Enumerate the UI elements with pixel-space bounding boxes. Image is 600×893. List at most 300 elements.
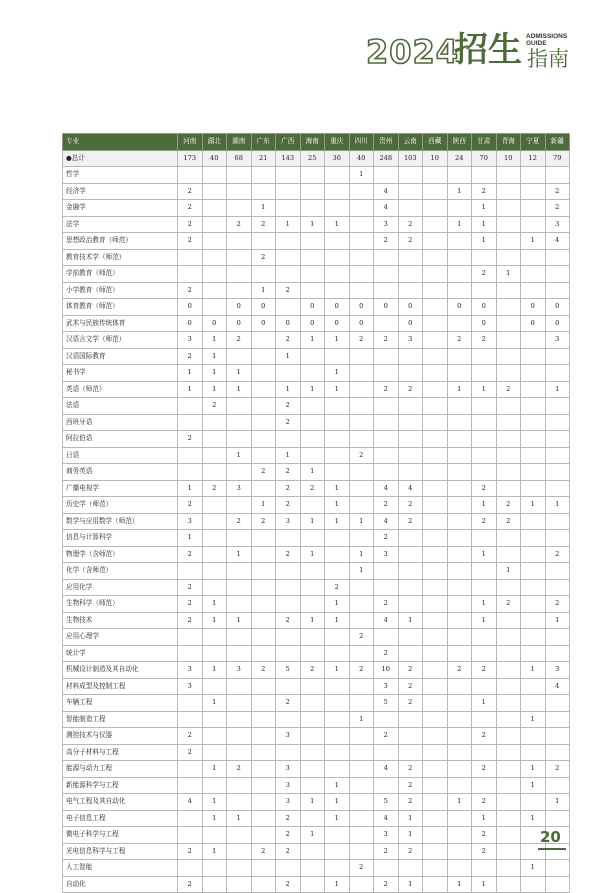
quota-cell: 40 xyxy=(349,150,374,167)
quota-cell xyxy=(374,464,399,481)
quota-cell xyxy=(423,843,448,860)
header-cell-province: 云南 xyxy=(398,134,423,151)
quota-cell xyxy=(276,266,301,283)
quota-cell: 2 xyxy=(300,480,325,497)
quota-cell: 2 xyxy=(472,827,497,844)
quota-cell xyxy=(496,546,521,563)
quota-cell: 1 xyxy=(300,794,325,811)
quota-cell xyxy=(325,827,350,844)
quota-cell: 1 xyxy=(398,612,423,629)
quota-cell xyxy=(447,233,472,250)
quota-cell: 2 xyxy=(178,233,203,250)
quota-cell xyxy=(300,365,325,382)
quota-cell: 2 xyxy=(472,761,497,778)
quota-cell xyxy=(472,860,497,877)
table-row xyxy=(63,579,570,596)
quota-cell xyxy=(496,299,521,316)
quota-cell: 40 xyxy=(202,150,227,167)
major-name-cell: 阿拉伯语 xyxy=(63,431,178,448)
quota-cell xyxy=(251,711,276,728)
table-row xyxy=(63,860,570,877)
quota-cell xyxy=(545,348,570,365)
major-name-cell: 哲学 xyxy=(63,167,178,184)
quota-cell: 0 xyxy=(447,299,472,316)
quota-cell: 4 xyxy=(545,678,570,695)
quota-cell: 1 xyxy=(227,546,252,563)
quota-cell xyxy=(325,695,350,712)
quota-cell xyxy=(423,249,448,266)
quota-cell: 0 xyxy=(227,315,252,332)
quota-cell xyxy=(496,200,521,217)
quota-cell: 2 xyxy=(276,464,301,481)
quota-cell xyxy=(398,398,423,415)
major-name-cell: 高分子材料与工程 xyxy=(63,744,178,761)
quota-cell xyxy=(447,447,472,464)
quota-cell xyxy=(447,744,472,761)
quota-cell: 1 xyxy=(202,381,227,398)
quota-cell xyxy=(447,414,472,431)
quota-cell xyxy=(227,414,252,431)
quota-cell xyxy=(521,167,546,184)
quota-cell xyxy=(178,860,203,877)
quota-cell xyxy=(521,678,546,695)
quota-cell xyxy=(178,810,203,827)
quota-cell: 2 xyxy=(178,216,203,233)
quota-cell: 1 xyxy=(349,167,374,184)
quota-cell xyxy=(472,464,497,481)
header-year: 2024 xyxy=(366,33,460,71)
quota-cell: 2 xyxy=(374,728,399,745)
quota-cell: 36 xyxy=(325,150,350,167)
quota-cell xyxy=(423,695,448,712)
quota-cell: 68 xyxy=(227,150,252,167)
quota-cell: 1 xyxy=(349,513,374,530)
quota-cell xyxy=(423,711,448,728)
quota-cell xyxy=(349,200,374,217)
quota-cell: 1 xyxy=(325,810,350,827)
quota-cell xyxy=(300,398,325,415)
quota-cell xyxy=(496,249,521,266)
quota-cell xyxy=(300,233,325,250)
table-row xyxy=(63,678,570,695)
quota-cell xyxy=(325,728,350,745)
table-row xyxy=(63,728,570,745)
major-name-cell: 教育技术学（师范） xyxy=(63,249,178,266)
quota-cell: 1 xyxy=(325,662,350,679)
quota-cell: 1 xyxy=(521,761,546,778)
quota-cell xyxy=(521,431,546,448)
quota-cell xyxy=(521,530,546,547)
quota-cell xyxy=(325,530,350,547)
quota-cell: 2 xyxy=(202,480,227,497)
table-row xyxy=(63,645,570,662)
quota-cell: 2 xyxy=(178,596,203,613)
header-cell-province: 宁夏 xyxy=(521,134,546,151)
quota-cell: 2 xyxy=(276,332,301,349)
quota-cell: 1 xyxy=(202,662,227,679)
quota-cell xyxy=(423,777,448,794)
quota-cell xyxy=(398,645,423,662)
quota-cell xyxy=(251,398,276,415)
quota-cell: 2 xyxy=(325,579,350,596)
quota-cell xyxy=(447,761,472,778)
quota-cell xyxy=(251,266,276,283)
quota-cell: 10 xyxy=(374,662,399,679)
quota-cell xyxy=(472,563,497,580)
quota-cell xyxy=(202,464,227,481)
table-row xyxy=(63,447,570,464)
table-row xyxy=(63,414,570,431)
major-name-cell: ●总计 xyxy=(63,150,178,167)
quota-cell xyxy=(227,860,252,877)
quota-cell: 5 xyxy=(374,695,399,712)
quota-cell: 4 xyxy=(178,794,203,811)
quota-cell: 0 xyxy=(349,299,374,316)
quota-cell xyxy=(521,629,546,646)
table-row xyxy=(63,827,570,844)
quota-cell xyxy=(447,810,472,827)
quota-cell xyxy=(545,563,570,580)
quota-cell xyxy=(496,332,521,349)
quota-cell xyxy=(276,678,301,695)
quota-cell xyxy=(496,530,521,547)
quota-cell: 2 xyxy=(496,381,521,398)
enrollment-table xyxy=(62,133,570,893)
quota-cell: 2 xyxy=(447,332,472,349)
quota-cell xyxy=(178,447,203,464)
header-subtitle-en-line2: GUIDE xyxy=(526,40,547,47)
quota-cell: 2 xyxy=(374,332,399,349)
quota-cell xyxy=(178,414,203,431)
quota-cell xyxy=(276,249,301,266)
quota-cell xyxy=(423,447,448,464)
quota-cell: 0 xyxy=(398,299,423,316)
quota-cell: 2 xyxy=(276,480,301,497)
quota-cell xyxy=(545,464,570,481)
quota-cell: 1 xyxy=(178,365,203,382)
quota-cell: 2 xyxy=(178,744,203,761)
quota-cell xyxy=(202,728,227,745)
quota-cell xyxy=(545,530,570,547)
major-name-cell: 体育教育（师范） xyxy=(63,299,178,316)
quota-cell xyxy=(251,447,276,464)
quota-cell xyxy=(496,662,521,679)
quota-cell xyxy=(349,777,374,794)
quota-cell xyxy=(472,365,497,382)
quota-cell xyxy=(447,200,472,217)
quota-cell: 3 xyxy=(374,678,399,695)
quota-cell xyxy=(300,761,325,778)
quota-cell xyxy=(423,381,448,398)
quota-cell xyxy=(521,596,546,613)
quota-cell xyxy=(398,711,423,728)
quota-cell xyxy=(227,794,252,811)
quota-cell xyxy=(423,794,448,811)
quota-cell: 3 xyxy=(276,777,301,794)
quota-cell: 2 xyxy=(472,794,497,811)
quota-cell xyxy=(276,744,301,761)
page-number-underline xyxy=(538,848,566,850)
quota-cell: 2 xyxy=(178,612,203,629)
header-subtitle-en-line1: ADMISSIONS xyxy=(526,33,568,40)
quota-cell xyxy=(178,645,203,662)
quota-cell xyxy=(349,348,374,365)
quota-cell: 3 xyxy=(374,827,399,844)
quota-cell: 2 xyxy=(374,497,399,514)
table-row xyxy=(63,282,570,299)
quota-cell: 2 xyxy=(472,183,497,200)
quota-cell xyxy=(472,249,497,266)
quota-cell xyxy=(178,563,203,580)
table-head xyxy=(63,134,570,151)
quota-cell xyxy=(349,233,374,250)
quota-cell xyxy=(472,167,497,184)
quota-cell: 2 xyxy=(398,761,423,778)
quota-cell: 2 xyxy=(178,348,203,365)
quota-cell xyxy=(496,645,521,662)
quota-cell xyxy=(423,810,448,827)
quota-cell: 1 xyxy=(521,860,546,877)
quota-cell xyxy=(325,431,350,448)
quota-cell xyxy=(276,860,301,877)
quota-cell xyxy=(521,414,546,431)
quota-cell xyxy=(276,711,301,728)
quota-cell xyxy=(251,167,276,184)
quota-cell xyxy=(423,398,448,415)
major-name-cell: 汉语国际教育 xyxy=(63,348,178,365)
quota-cell: 2 xyxy=(349,447,374,464)
quota-cell xyxy=(423,414,448,431)
quota-cell xyxy=(521,216,546,233)
quota-cell: 1 xyxy=(325,794,350,811)
quota-cell xyxy=(251,563,276,580)
quota-cell xyxy=(227,563,252,580)
quota-cell xyxy=(251,414,276,431)
quota-cell xyxy=(251,579,276,596)
quota-cell xyxy=(276,431,301,448)
header-cell-province: 广西 xyxy=(276,134,301,151)
quota-cell xyxy=(423,431,448,448)
quota-cell xyxy=(178,711,203,728)
quota-cell xyxy=(472,629,497,646)
quota-cell xyxy=(325,282,350,299)
quota-cell xyxy=(521,695,546,712)
quota-cell xyxy=(545,431,570,448)
quota-cell xyxy=(202,497,227,514)
quota-cell: 1 xyxy=(472,381,497,398)
quota-cell xyxy=(325,761,350,778)
quota-cell xyxy=(178,761,203,778)
major-name-cell: 材料成型及控制工程 xyxy=(63,678,178,695)
quota-cell xyxy=(349,183,374,200)
quota-cell xyxy=(374,447,399,464)
quota-cell xyxy=(447,860,472,877)
quota-cell: 1 xyxy=(300,216,325,233)
quota-cell: 1 xyxy=(398,876,423,893)
quota-cell xyxy=(300,777,325,794)
quota-cell: 2 xyxy=(349,332,374,349)
quota-cell xyxy=(496,315,521,332)
quota-cell xyxy=(325,414,350,431)
quota-cell xyxy=(423,728,448,745)
quota-cell: 1 xyxy=(521,233,546,250)
major-name-cell: 电气工程及其自动化 xyxy=(63,794,178,811)
quota-cell: 2 xyxy=(398,233,423,250)
quota-cell xyxy=(545,579,570,596)
quota-cell xyxy=(202,282,227,299)
quota-cell xyxy=(423,645,448,662)
quota-cell xyxy=(251,860,276,877)
quota-cell: 2 xyxy=(178,431,203,448)
quota-cell xyxy=(178,695,203,712)
quota-cell: 2 xyxy=(178,200,203,217)
quota-cell xyxy=(545,414,570,431)
quota-cell: 2 xyxy=(496,596,521,613)
quota-cell: 2 xyxy=(276,398,301,415)
quota-cell xyxy=(227,728,252,745)
major-name-cell: 武术与民族传统体育 xyxy=(63,315,178,332)
quota-cell xyxy=(447,695,472,712)
quota-cell xyxy=(423,827,448,844)
quota-cell xyxy=(202,711,227,728)
quota-cell: 1 xyxy=(398,827,423,844)
quota-cell xyxy=(202,645,227,662)
table-row xyxy=(63,876,570,893)
quota-cell: 1 xyxy=(472,810,497,827)
quota-cell xyxy=(251,695,276,712)
quota-cell xyxy=(251,827,276,844)
quota-cell: 1 xyxy=(276,381,301,398)
quota-cell: 143 xyxy=(276,150,301,167)
quota-cell: 3 xyxy=(227,662,252,679)
major-name-cell: 秘书学 xyxy=(63,365,178,382)
quota-cell xyxy=(447,629,472,646)
quota-cell xyxy=(496,365,521,382)
table-row xyxy=(63,299,570,316)
quota-cell xyxy=(496,348,521,365)
quota-cell xyxy=(227,695,252,712)
quota-cell xyxy=(325,266,350,283)
quota-cell: 0 xyxy=(202,315,227,332)
quota-cell xyxy=(423,365,448,382)
quota-cell xyxy=(300,282,325,299)
quota-cell xyxy=(300,860,325,877)
quota-cell xyxy=(178,827,203,844)
quota-cell: 1 xyxy=(202,596,227,613)
quota-cell xyxy=(398,348,423,365)
quota-cell xyxy=(300,596,325,613)
quota-cell xyxy=(349,282,374,299)
page-header xyxy=(0,0,600,80)
quota-cell xyxy=(472,398,497,415)
quota-cell xyxy=(423,464,448,481)
table-row xyxy=(63,266,570,283)
quota-cell xyxy=(251,596,276,613)
quota-cell xyxy=(423,876,448,893)
table-row xyxy=(63,480,570,497)
quota-cell xyxy=(423,530,448,547)
quota-cell xyxy=(496,398,521,415)
quota-cell xyxy=(374,315,399,332)
quota-cell xyxy=(423,860,448,877)
quota-cell xyxy=(496,167,521,184)
quota-cell xyxy=(349,579,374,596)
quota-cell: 1 xyxy=(472,497,497,514)
quota-cell xyxy=(251,629,276,646)
quota-cell xyxy=(398,629,423,646)
quota-cell xyxy=(447,167,472,184)
quota-cell xyxy=(374,282,399,299)
quota-cell xyxy=(178,249,203,266)
quota-cell xyxy=(447,365,472,382)
quota-cell xyxy=(496,711,521,728)
quota-cell xyxy=(521,282,546,299)
quota-cell xyxy=(447,777,472,794)
quota-cell xyxy=(472,744,497,761)
quota-cell xyxy=(398,530,423,547)
quota-cell: 0 xyxy=(251,299,276,316)
quota-cell xyxy=(325,678,350,695)
quota-cell: 1 xyxy=(325,381,350,398)
quota-cell xyxy=(202,167,227,184)
quota-cell xyxy=(276,579,301,596)
table-row xyxy=(63,744,570,761)
quota-cell xyxy=(178,167,203,184)
quota-cell xyxy=(227,579,252,596)
quota-cell xyxy=(325,464,350,481)
quota-cell xyxy=(447,546,472,563)
quota-cell: 2 xyxy=(227,216,252,233)
quota-cell: 1 xyxy=(325,612,350,629)
quota-cell: 2 xyxy=(276,843,301,860)
quota-cell xyxy=(227,711,252,728)
quota-cell: 2 xyxy=(472,480,497,497)
quota-cell: 2 xyxy=(398,678,423,695)
quota-cell: 4 xyxy=(545,233,570,250)
quota-cell xyxy=(496,612,521,629)
quota-cell xyxy=(545,447,570,464)
quota-cell xyxy=(521,249,546,266)
quota-cell xyxy=(496,233,521,250)
quota-cell: 2 xyxy=(251,513,276,530)
major-name-cell: 光电信息科学与工程 xyxy=(63,843,178,860)
quota-cell: 2 xyxy=(251,216,276,233)
quota-cell xyxy=(349,645,374,662)
quota-cell: 2 xyxy=(398,216,423,233)
major-name-cell: 小学教育（师范） xyxy=(63,282,178,299)
quota-cell: 1 xyxy=(447,216,472,233)
quota-cell xyxy=(300,249,325,266)
quota-cell xyxy=(423,563,448,580)
quota-cell xyxy=(545,398,570,415)
quota-cell: 0 xyxy=(276,315,301,332)
quota-cell: 1 xyxy=(472,695,497,712)
quota-cell: 1 xyxy=(202,348,227,365)
quota-cell xyxy=(300,431,325,448)
quota-cell: 1 xyxy=(178,480,203,497)
quota-cell xyxy=(521,744,546,761)
quota-cell xyxy=(325,200,350,217)
major-name-cell: 英语（师范） xyxy=(63,381,178,398)
quota-cell: 2 xyxy=(227,332,252,349)
quota-cell: 3 xyxy=(178,332,203,349)
quota-cell xyxy=(521,513,546,530)
quota-cell: 2 xyxy=(276,695,301,712)
quota-cell: 2 xyxy=(276,810,301,827)
quota-cell xyxy=(300,678,325,695)
quota-cell: 1 xyxy=(227,447,252,464)
quota-cell xyxy=(300,876,325,893)
